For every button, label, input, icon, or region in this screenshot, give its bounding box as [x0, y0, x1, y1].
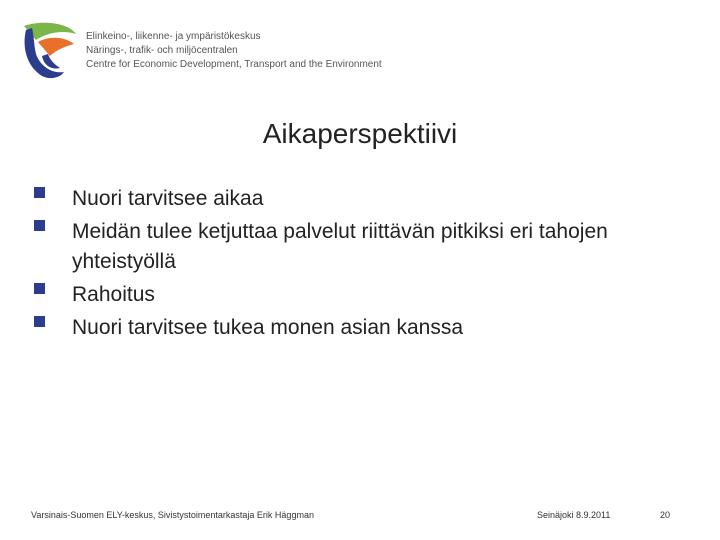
bullet-item: [72, 280, 702, 310]
ely-logo-icon: [20, 20, 78, 80]
org-name-fi: Elinkeino-, liikenne- ja ympäristökeskus: [86, 31, 261, 42]
bullet-item: [72, 313, 702, 343]
bullet-item: [72, 184, 702, 214]
bullet-item: [72, 217, 702, 277]
bullet-list: [72, 184, 702, 346]
bullet-text: Nuori tarvitsee aikaa: [72, 187, 264, 210]
bullet-text: Nuori tarvitsee tukea monen asian kanssa: [72, 316, 464, 339]
org-name-en: Centre for Economic Development, Transport and the Environment: [86, 59, 382, 70]
organization-name: [86, 30, 382, 72]
slide-title: Aikaperspektiivi: [262, 118, 458, 149]
footer-author: Varsinais-Suomen ELY-keskus, Sivistystoimentarkastaja Erik Häggman: [31, 510, 314, 520]
bullet-square-icon: [34, 187, 45, 198]
org-name-sv: Närings-, trafik- och miljöcentralen: [86, 45, 238, 56]
bullet-square-icon: [34, 220, 45, 231]
bullet-square-icon: [34, 283, 45, 294]
bullet-square-icon: [34, 316, 45, 327]
footer-date: Seinäjoki 8.9.2011: [537, 510, 611, 520]
bullet-text: Rahoitus: [72, 283, 155, 306]
bullet-text: Meidän tulee ketjuttaa palvelut riittävän pitkiksi eri tahojen yhteistyöllä: [72, 220, 608, 273]
page-number: 20: [660, 510, 671, 520]
